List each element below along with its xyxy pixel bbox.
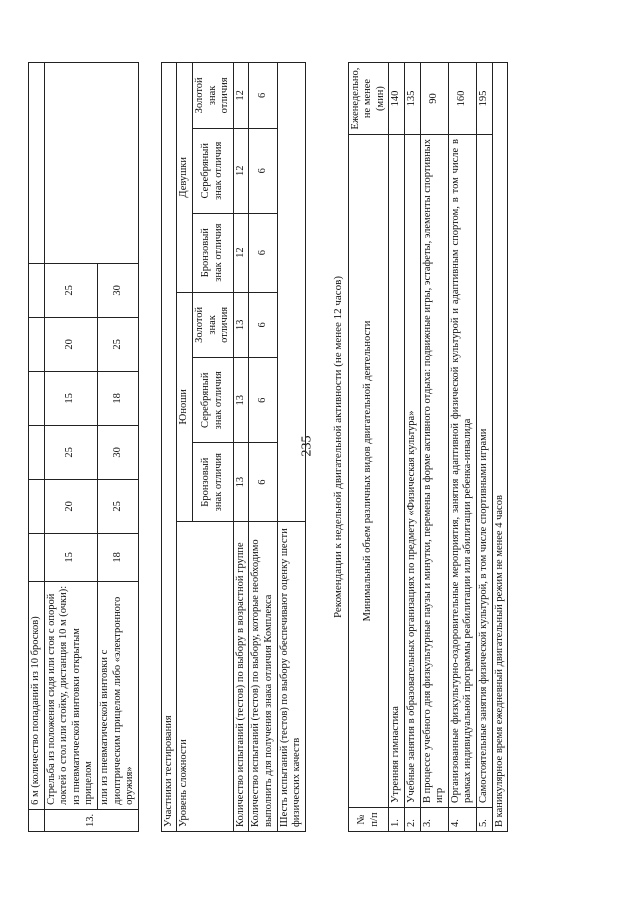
activity-value: 90	[420, 63, 448, 135]
table-row	[29, 63, 45, 832]
difficulty-header: Уровень сложности	[177, 522, 233, 832]
cell-value: 6	[249, 358, 277, 443]
cell-value: 25	[44, 425, 97, 479]
boys-header: Юноши	[177, 292, 193, 521]
table-row	[177, 63, 193, 832]
activity-text: Организованные физкультурно-оздоровительные мероприятия, занятия адаптивной физической культурой и адаптивным спортом, в том числе в рамках индивидуальной программы реабилитации или абилитации ребенка-инвалида	[448, 135, 476, 808]
row-number: 1.	[389, 808, 405, 832]
table-row	[448, 63, 476, 832]
col-activity-header: Минимальный объем различных видов двигательной деятельности	[348, 135, 389, 808]
cell-value: 6	[249, 443, 277, 522]
table-row	[249, 63, 277, 832]
activity-text: Самостоятельные занятия физической культурой, в том числе спортивными играми	[477, 135, 493, 808]
table-row	[477, 63, 493, 832]
row-number: 13.	[44, 809, 138, 831]
weekly-activity-table	[348, 62, 509, 832]
table-row	[405, 63, 421, 832]
cell-value: 13	[233, 292, 249, 358]
table-row	[161, 63, 177, 832]
activity-value: 140	[389, 63, 405, 135]
girls-header: Девушки	[177, 63, 193, 293]
cell-value: 25	[97, 317, 138, 371]
cell-value: 12	[233, 63, 249, 129]
table-row	[233, 63, 249, 832]
row-number: 2.	[405, 808, 421, 832]
page-number: 235	[299, 435, 315, 457]
cell-value: 30	[97, 263, 138, 317]
cell-value: 15	[44, 371, 97, 425]
badge-header: Серебряный знак отличия	[192, 128, 233, 213]
cell-value: 25	[44, 263, 97, 317]
cell-value: 13	[233, 358, 249, 443]
row-number: 4.	[448, 808, 476, 832]
rotated-page-content	[20, 27, 620, 877]
cell-value: 15	[44, 533, 97, 581]
activity-text: Утренняя гимнастика	[389, 135, 405, 808]
col-num-header: № п/п	[348, 808, 389, 832]
participants-header: Участники тестирования	[161, 63, 177, 832]
cell-value: 13	[233, 443, 249, 522]
cell-value: 12	[233, 128, 249, 213]
activity-value: 135	[405, 63, 421, 135]
cell-value: 20	[44, 317, 97, 371]
activity-value: 195	[477, 63, 493, 135]
badge-header: Золотой знак отличия	[192, 63, 233, 129]
cell-value: 25	[97, 479, 138, 533]
shooting-standards-table	[28, 62, 139, 832]
cell-label: Количество испытаний (тестов) по выбору в возрастной группе	[233, 522, 249, 832]
row-number: 5.	[477, 808, 493, 832]
cell-value: 18	[97, 533, 138, 581]
col-weekly-header: Еженедельно, не менее (мин)	[348, 63, 389, 135]
cell-label: Количество испытаний (тестов) по выбору, которые необходимо выполнить для получения знака отличия Комплекса	[249, 522, 277, 832]
table-row	[389, 63, 405, 832]
cell-value: 6	[249, 292, 277, 358]
cell-value: 6	[249, 63, 277, 129]
cell-label: или из пневматической винтовки с диоптрическим прицелом либо «электронного оружия»	[97, 581, 138, 809]
table-row	[348, 63, 389, 832]
badge-header: Бронзовый знак отличия	[192, 443, 233, 522]
activity-value: 160	[448, 63, 476, 135]
recommendations-title: Рекомендации к недельной двигательной активности (не менее 12 часов)	[331, 275, 344, 619]
table-row	[277, 63, 305, 832]
cell-label: Шесть испытаний (тестов) по выбору обеспечивают оценку шести физических качеств	[277, 522, 305, 832]
row-number: 3.	[420, 808, 448, 832]
cell-value: 12	[233, 213, 249, 292]
table-row	[44, 63, 97, 832]
badge-header: Бронзовый знак отличия	[192, 213, 233, 292]
cell-value: 6	[249, 213, 277, 292]
badge-header: Золотой знак отличия	[192, 292, 233, 358]
table-row	[420, 63, 448, 832]
cell-value: 18	[97, 371, 138, 425]
cell-value: 6	[249, 128, 277, 213]
activity-text: В процессе учебного дня физкультурные паузы и минутки, перемены в форме активного отдыха: подвижные игры, эстафеты, элементы спортивных игр	[420, 135, 448, 808]
activity-text: Учебные занятия в образовательных организациях по предмету «Физическая культура»	[405, 135, 421, 808]
cell-value: 20	[44, 479, 97, 533]
footer-note: В каникулярное время ежедневный двигательный режим не менее 4 часов	[492, 63, 508, 832]
table-row	[492, 63, 508, 832]
cell-label: Стрельба из положения сидя или стоя с опорой локтей о стол или стойку, дистанция 10 м (очки): из пневматической винтовки открытым прицелом	[44, 581, 97, 809]
cell-row-top: 6 м (количество попаданий из 10 бросков)	[29, 581, 45, 809]
badge-header: Серебряный знак отличия	[192, 358, 233, 443]
selection-tests-table	[161, 62, 306, 832]
cell-value: 30	[97, 425, 138, 479]
